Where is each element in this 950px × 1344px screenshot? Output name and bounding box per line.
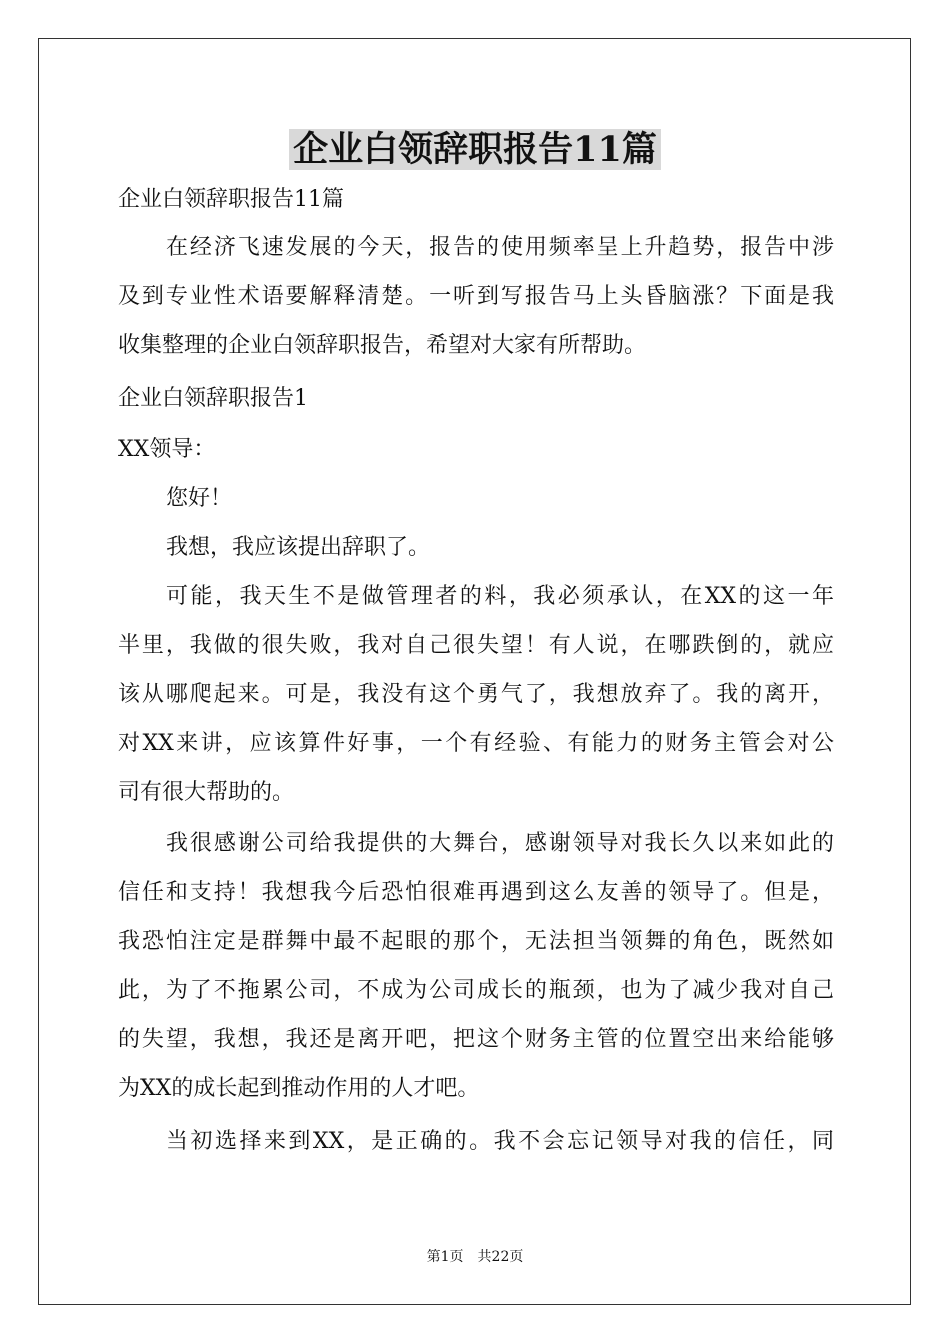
intro-paragraph — [118, 233, 834, 380]
paragraph-line: 当初选择来到XX，是正确的。我不会忘记领导对我的信任，同 — [166, 1129, 834, 1154]
intro-line: 在经济飞速发展的今天，报告的使用频率呈上升趋势，报告中涉 — [166, 235, 834, 260]
paragraph-2 — [118, 582, 834, 827]
paragraph-line: 司有很大帮助的。 — [118, 780, 295, 805]
paragraph-4 — [118, 1127, 834, 1176]
paragraph-1: 我想，我应该提出辞职了。 — [166, 535, 431, 560]
paragraph-line: 对XX来讲，应该算件好事，一个有经验、有能力的财务主管会对公 — [118, 731, 834, 756]
paragraph-line: 可能，我天生不是做管理者的料，我必须承认，在XX的这一年 — [166, 584, 834, 609]
paragraph-line: 此，为了不拖累公司，不成为公司成长的瓶颈，也为了减少我对自己 — [118, 978, 834, 1003]
paragraph-line: 的失望，我想，我还是离开吧，把这个财务主管的位置空出来给能够 — [118, 1027, 834, 1052]
section-heading: 企业白领辞职报告1 — [118, 386, 308, 411]
paragraph-line: 我很感谢公司给我提供的大舞台，感谢领导对我长久以来如此的 — [166, 831, 834, 856]
intro-line: 及到专业性术语要解释清楚。一听到写报告马上头昏脑涨？下面是我 — [118, 284, 834, 309]
salutation: XX领导： — [118, 437, 216, 462]
greeting: 您好！ — [166, 486, 233, 511]
paragraph-3 — [118, 829, 834, 1123]
paragraph-line: 半里，我做的很失败，我对自己很失望！有人说，在哪跌倒的，就应 — [118, 633, 834, 658]
document-title-text: 企业白领辞职报告11篇 — [289, 129, 661, 170]
paragraph-line: 该从哪爬起来。可是，我没有这个勇气了，我想放弃了。我的离开， — [118, 682, 834, 707]
document-title — [0, 124, 950, 176]
document-subtitle: 企业白领辞职报告11篇 — [118, 187, 344, 212]
paragraph-line: 为XX的成长起到推动作用的人才吧。 — [118, 1076, 480, 1101]
paragraph-line: 我恐怕注定是群舞中最不起眼的那个，无法担当领舞的角色，既然如 — [118, 929, 834, 954]
page-number: 第1页 共22页 — [426, 1249, 524, 1265]
intro-line: 收集整理的企业白领辞职报告，希望对大家有所帮助。 — [118, 333, 647, 358]
paragraph-line: 信任和支持！我想我今后恐怕很难再遇到这么友善的领导了。但是， — [118, 880, 834, 905]
